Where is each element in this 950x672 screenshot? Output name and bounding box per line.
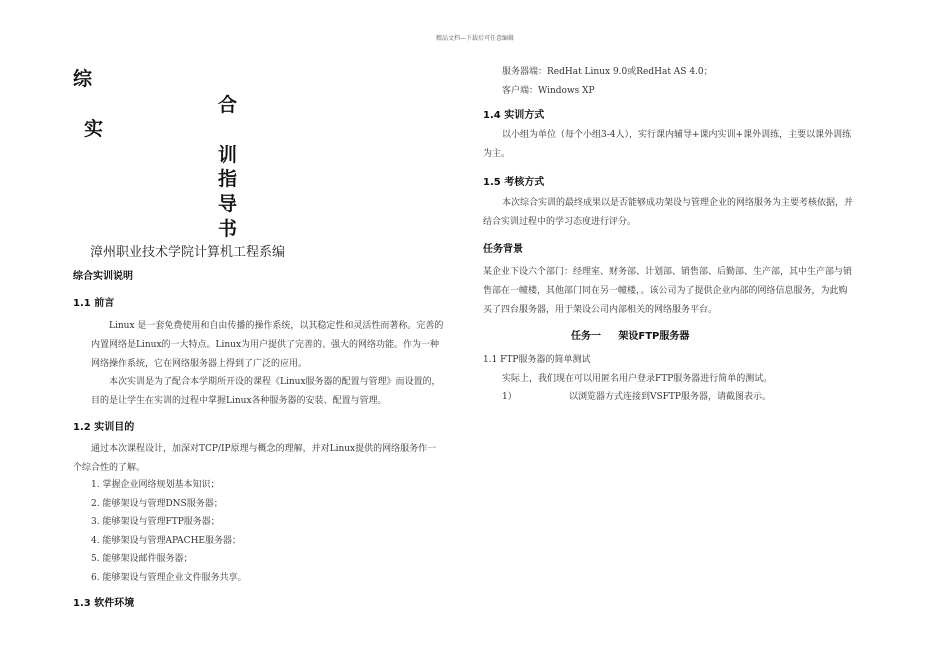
para-line: 目的是让学生在实训的过程中掌握Linux各种服务器的安装、配置与管理。: [91, 396, 387, 406]
para-line: 以小组为单位（每个小组3-4人），实行课内辅导+课内实训+课外训练，主要以课外训练: [502, 130, 852, 140]
paragraph-method: [483, 126, 878, 164]
para-line: 买了四台服务器，用于架设公司内部相关的网络服务平台。: [483, 305, 718, 315]
server-env-line: 服务器端：RedHat Linux 9.0或RedHat AS 4.0；: [502, 67, 713, 77]
purpose-list: [91, 476, 246, 588]
list-item: 6. 能够架设与管理企业文件服务共享。: [91, 572, 247, 583]
para-line: 网络操作系统，它在网络服务器上得到了广泛的应用。: [91, 359, 308, 369]
title-char-dao: 导: [218, 193, 238, 215]
list-item: 2. 能够架设与管理DNS服务器；: [91, 498, 223, 509]
heading-1-4: 1.4 实训方式: [483, 110, 545, 121]
heading-1-3: 1.3 软件环境: [73, 598, 135, 609]
para-line: 某企业下设六个部门：经理室、财务部、计划部、销售部、后勤部、生产部，其中生产部与销: [483, 267, 853, 277]
para-line: 通过本次课程设计，加深对TCP/IP原理与概念的理解，并对Linux提供的网络服务作一: [91, 444, 437, 454]
client-env-line: 客户端：Windows XP: [502, 86, 595, 96]
heading-ftp-test: 1.1 FTP服务器的简单测试: [483, 355, 591, 365]
para-line: 个综合性的了解。: [73, 463, 146, 473]
heading-1-5: 1.5 考核方式: [483, 177, 545, 188]
title-char-xun: 训: [218, 144, 238, 166]
para-line: 为主。: [483, 149, 511, 159]
list-item: 3. 能够架设与管理FTP服务器；: [91, 517, 220, 528]
para-line: 本次实训是为了配合本学期所开设的课程《Linux服务器的配置与管理》而设置的，: [109, 377, 441, 387]
subtitle: 漳州职业技术学院计算机工程系编: [90, 245, 286, 260]
heading-1-1: 1.1 前言: [73, 298, 115, 309]
para-line: 本次综合实训的最终成果以是否能够成功架设与管理企业的网络服务为主要考核依据，并: [502, 198, 854, 208]
paragraph-ftp-test: 实际上，我们现在可以用匿名用户登录FTP服务器进行简单的测试。: [502, 374, 773, 384]
para-line: 内置网络是Linux的一大特点。Linux为用户提供了完善的、强大的网络功能。作为一种: [91, 340, 440, 350]
para-line: 售部在一幢楼，其他部门同在另一幢楼，。该公司为了提供企业内部的网络信息服务，为此购: [483, 286, 848, 296]
paragraph-background: [483, 263, 883, 320]
list-item: 1. 掌握企业网络规划基本知识；: [91, 480, 220, 490]
para-line: Linux 是一套免费使用和自由传播的操作系统，以其稳定性和灵活性而著称。完善的: [109, 321, 444, 331]
para-line: 结合实训过程中的学习态度进行评分。: [483, 217, 637, 227]
paragraph-assessment: [483, 194, 878, 232]
paragraph-purpose: [73, 440, 468, 478]
heading-task-background: 任务背景: [483, 244, 523, 255]
paragraph-preface-1: [91, 317, 471, 374]
list-item: 5. 能够架设邮件服务器；: [91, 554, 193, 565]
step-number: 1）: [502, 392, 517, 402]
section-title: 综合实训说明: [73, 271, 133, 282]
title-char-shu: 书: [218, 218, 238, 240]
title-char-he: 合: [218, 94, 238, 116]
header-note: 精品文档---下载后可任意编辑: [435, 35, 515, 42]
list-item: 4. 能够架设与管理APACHE服务器；: [91, 535, 241, 546]
title-char-zong: 综: [73, 68, 93, 90]
title-char-zhi: 指: [218, 168, 238, 190]
title-char-shi: 实: [84, 118, 104, 140]
task-1-title: 任务一 架设FTP服务器: [571, 331, 690, 342]
step-text: 以浏览器方式连接到VSFTP服务器，请截图表示。: [569, 392, 771, 402]
paragraph-preface-2: [91, 373, 471, 411]
heading-1-2: 1.2 实训目的: [73, 422, 135, 433]
